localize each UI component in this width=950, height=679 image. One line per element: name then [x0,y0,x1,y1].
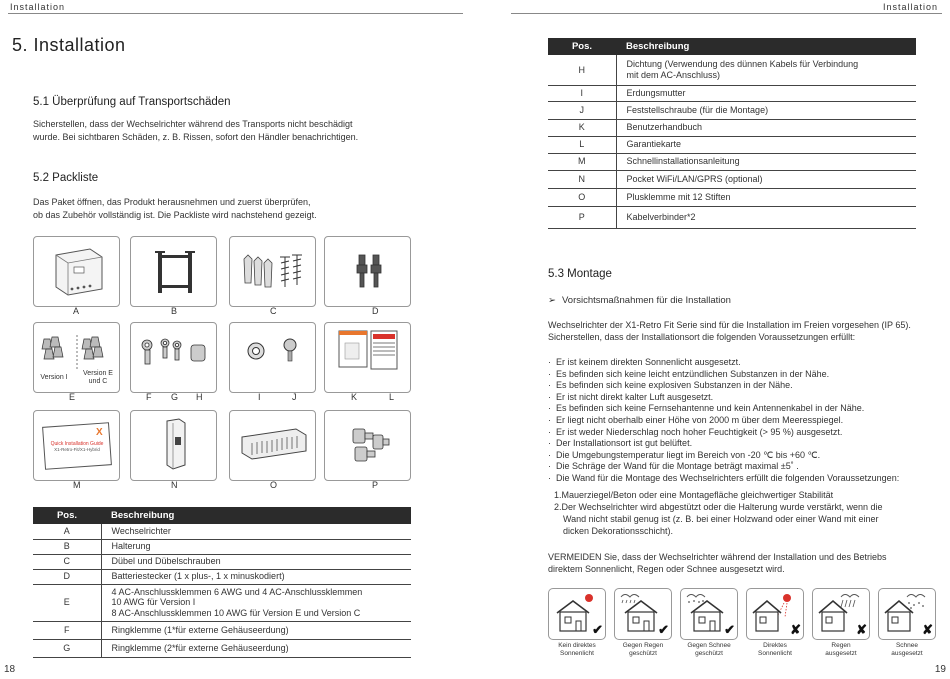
part-box-kl [324,322,411,393]
section-5-1-title: 5.1 Überprüfung auf Transportschäden [33,96,231,108]
table-cell-line: Dichtung (Verwendung des dünnen Kabels für Verbindung [626,59,859,70]
table-row [548,85,916,101]
table-cell-pos: G [33,639,101,657]
list-item: · Die Wand für die Montage des Wechselrichters erfüllt die folgenden Voraussetzungen: [548,473,899,485]
table-cell-desc [616,55,916,85]
table-cell-line: 8 AC-Anschlussklemmen 10 AWG für Version E und Version C [111,607,361,618]
part-label-e: E [69,392,76,402]
list-item: · Die Schräge der Wand für die Montage beträgt maximal ±5˚ . [548,461,899,473]
list-item: · Die Umgebungstemperatur liegt im Bereich von -20 ℃ bis +60 ℃. [548,450,899,462]
table-row [33,569,411,584]
mark-icon: ✘ [856,622,867,637]
list-item: · Er ist nicht direkt kalter Luft ausgesetzt. [548,392,899,404]
part-box-fgh [130,322,217,393]
part-label-b: B [171,306,178,316]
table-cell-desc: Schnellinstallationsanleitung [616,153,916,170]
part-label-d: D [372,306,379,316]
caption-line: Gegen Schnee [687,642,731,649]
part-box-b [130,236,217,307]
running-head-right: Installation [882,2,938,12]
table-cell-pos: D [33,569,101,584]
placement-card [746,588,804,666]
table-2-head-desc: Beschreibung [616,38,916,55]
table-row [548,119,916,136]
part-box-n [130,410,217,481]
part-label-o: O [270,480,278,490]
table-row [33,524,411,539]
version-i-label: Version I [40,374,68,381]
placement-card [614,588,672,666]
guide-title: Quick Installation Guide [50,441,104,447]
dowels-screws-icon [230,237,317,308]
table-row [548,55,916,85]
right-page [475,0,950,679]
card-frame [746,588,804,640]
part-label-a: A [73,306,80,316]
table-1-head-pos: Pos. [33,507,101,524]
part-label-j: J [292,392,297,402]
section-5-3-intro-2: Sicherstellen, dass der Installationsort die folgenden Voraussetzungen erfüllt: [548,332,856,342]
table-cell-desc: Feststellschraube (für die Montage) [616,101,916,119]
arrow-icon: ➢ [548,295,556,306]
table-cell-desc: Garantiekarte [616,136,916,153]
subtitle-text: Vorsichtsmaßnahmen für die Installation [561,295,731,306]
packing-table-1 [33,507,411,658]
card-frame [680,588,738,640]
table-cell-desc: Batteriestecker (1 x plus-, 1 x minuskodiert) [101,569,411,584]
table-cell-desc: Erdungsmutter [616,85,916,101]
part-box-c [229,236,316,307]
card-frame [878,588,936,640]
table-row [548,188,916,206]
list-item: · Er ist keinem direkten Sonnenlicht ausgesetzt. [548,357,899,369]
wall-req-1: 1.Mauerziegel/Beton oder eine Montagefläche gleichwertiger Stabilität [554,490,834,500]
part-label-l: L [389,392,395,402]
table-cell-desc: Pocket WiFi/LAN/GPRS (optional) [616,170,916,188]
caption-line: ausgesetzt [891,649,923,657]
mark-icon: ✘ [790,622,801,637]
packing-list-grid [33,236,411,493]
page-number-right: 19 [934,664,946,675]
table-cell-desc: Kabelverbinder*2 [616,206,916,228]
mounting-bracket-icon [131,237,218,308]
header-rule [8,13,463,14]
table-row [33,539,411,554]
mark-icon: ✔ [592,622,603,637]
part-box-ij [229,322,316,393]
version-e-label-2: und C [88,378,108,385]
table-cell-pos: P [548,206,616,228]
part-label-h: H [196,392,203,402]
table-cell-desc: Ringklemme (2*für externe Gehäuseerdung) [101,639,411,657]
table-1-head-desc: Beschreibung [101,507,411,524]
part-label-i: I [258,392,261,402]
avoid-text-2: direktem Sonnenlicht, Regen oder Schnee ausgesetzt wird. [548,564,785,574]
table-cell-pos: A [33,524,101,539]
table-cell-desc: Ringklemme (1*für externe Gehäuseerdung) [101,621,411,639]
table-cell-desc: Wechselrichter [101,524,411,539]
caption-line: Schnee [895,642,919,649]
part-label-p: P [372,480,379,490]
part-box-d [324,236,411,307]
table-row [33,639,411,657]
table-cell-pos: I [548,85,616,101]
table-cell-pos: E [33,584,101,621]
caption-line: ausgesetzt [825,649,857,657]
part-label-f: F [146,392,152,402]
table-cell-pos: J [548,101,616,119]
card-frame [548,588,606,640]
wall-req-2b: Wand nicht stabil genug ist (z. B. bei einer Holzwand oder einer Wand mit einer [563,514,879,524]
placement-card [548,588,606,666]
caption-line: Regen [831,642,851,649]
avoid-text-1: VERMEIDEN Sie, dass der Wechselrichter während der Installation und des Betriebs [548,552,887,562]
table-row [548,136,916,153]
table-cell-desc: Halterung [101,539,411,554]
list-item: · Der Installationsort ist gut belüftet. [548,438,899,450]
section-5-2-text-1: Das Paket öffnen, das Produkt herausnehmen und zuerst überprüfen, [33,197,311,207]
table-cell-pos: H [548,55,616,85]
table-cell-pos: O [548,188,616,206]
cable-connector-icon [325,411,412,482]
placement-card [812,588,870,666]
terminal-block-icon [230,411,317,482]
table-row [33,554,411,569]
requirements-list [548,357,899,485]
table-row [548,206,916,228]
table-cell-pos: B [33,539,101,554]
table-row [548,101,916,119]
part-label-g: G [171,392,179,402]
list-item: · Er ist weder Niederschlag noch hoher Feuchtigkeit (> 95 %) ausgesetzt. [548,427,899,439]
card-frame [812,588,870,640]
caption-line: geschützt [629,649,657,657]
section-5-3-subtitle [548,294,731,307]
table-cell-desc: Dübel und Dübelschrauben [101,554,411,569]
part-box-a [33,236,120,307]
part-box-o [229,410,316,481]
table-row [548,170,916,188]
table-cell-line: 10 AWG für Version I [111,597,196,608]
part-label-n: N [171,480,178,490]
part-label-k: K [351,392,358,402]
table-cell-desc: Plusklemme mit 12 Stiften [616,188,916,206]
mark-icon: ✘ [922,622,933,637]
mark-icon: ✔ [724,622,735,637]
svg-text:X: X [96,427,103,438]
placement-card [878,588,936,666]
section-5-1-text-2: wurde. Bei sichtbaren Schäden, z. B. Rissen, sofort den Händler benachrichtigen. [33,132,359,142]
page-number-left: 18 [4,664,16,675]
inverter-icon [34,237,121,308]
caption-line: Sonnenlicht [560,649,594,657]
section-5-2-text-2: ob das Zubehör vollständig ist. Die Packliste wird nachstehend gezeigt. [33,210,317,220]
table-cell-line: 4 AC-Anschlussklemmen 6 AWG und 4 AC-Anschlussklemmen [111,586,363,597]
mark-icon: ✔ [658,622,669,637]
table-cell-desc: Benutzerhandbuch [616,119,916,136]
table-cell-desc [101,584,411,621]
table-cell-pos: M [548,153,616,170]
wall-req-2a: 2.Der Wechselrichter wird abgestützt oder die Halterung wurde verstärkt, wenn die [554,502,883,512]
caption-line: Kein direktes [558,642,596,649]
table-cell-pos: C [33,554,101,569]
table-cell-line: mit dem AC-Anschluss) [626,69,721,80]
section-5-3-intro-1: Wechselrichter der X1-Retro Fit Serie sind für die Installation im Freien vorgesehen (IP 65). [548,320,911,330]
section-5-3-title: 5.3 Montage [548,268,612,280]
table-row [548,153,916,170]
nut-screw-icon [230,323,317,394]
wall-req-2c: dicken Dekorationsschicht). [563,526,674,536]
table-row [33,621,411,639]
chapter-title: 5. Installation [12,35,126,55]
table-cell-pos: K [548,119,616,136]
placement-card [680,588,738,666]
manual-warranty-icon [325,323,412,394]
table-row [33,584,411,621]
caption-line: Sonnenlicht [758,649,792,657]
header-rule [511,13,942,14]
list-item: · Es befinden sich keine leicht entzündlichen Substanzen in der Nähe. [548,369,899,381]
card-frame [614,588,672,640]
part-box-p [324,410,411,481]
battery-connector-icon [325,237,412,308]
part-label-c: C [270,306,277,316]
pocket-wifi-icon [131,411,218,482]
caption-line: geschützt [695,649,723,657]
table-cell-pos: L [548,136,616,153]
list-item: · Es befinden sich keine explosiven Substanzen in der Nähe. [548,380,899,392]
caption-line: Gegen Regen [622,642,664,649]
ring-terminals-icon [131,323,218,394]
section-5-2-title: 5.2 Packliste [33,172,99,184]
guide-subtitle: X1-Retro-Fit/X1-Hybrid [54,447,100,452]
list-item: · Er liegt nicht oberhalb einer Höhe von 2000 m über dem Meeresspiegel. [548,415,899,427]
running-head-left: Installation [10,2,66,12]
packing-table-2 [548,38,916,229]
table-cell-pos: N [548,170,616,188]
part-label-m: M [73,480,81,490]
caption-line: Direktes [763,642,787,649]
list-item: · Es befinden sich keine Fernsehantenne und kein Antennenkabel in der Nähe. [548,403,899,415]
table-2-head-pos: Pos. [548,38,616,55]
section-5-1-text-1: Sicherstellen, dass der Wechselrichter während des Transports nicht beschädigt [33,119,353,129]
table-cell-pos: F [33,621,101,639]
version-e-label: Version E [83,370,113,377]
